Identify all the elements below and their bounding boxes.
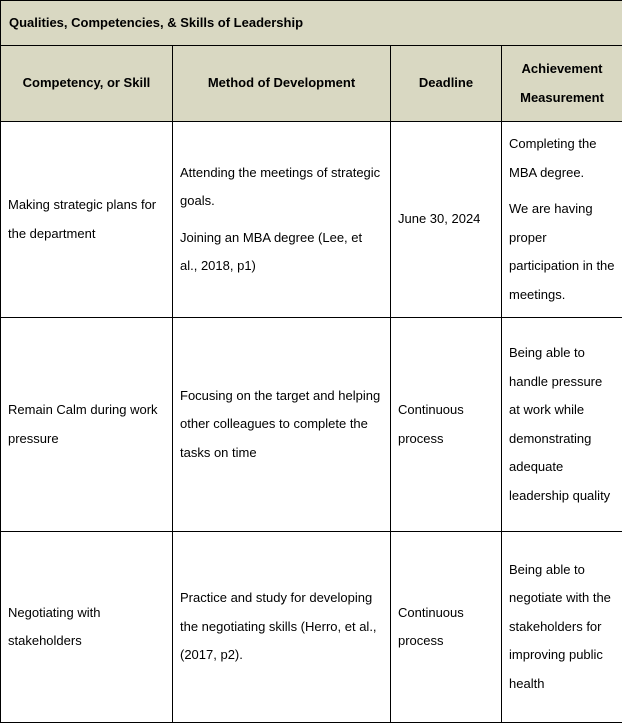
table-row bbox=[1, 318, 622, 532]
competency-cell: Negotiating with stakeholders bbox=[1, 532, 173, 723]
measurement-text: Being able to negotiate with the stakeholders for improving public health bbox=[509, 556, 615, 699]
method-text: Practice and study for developing the negotiating skills (Herro, et al., (2017, p2). bbox=[180, 584, 383, 670]
measurement-text: We are having proper participation in the meetings. bbox=[509, 195, 615, 309]
method-cell bbox=[173, 122, 391, 318]
measurement-cell bbox=[502, 122, 622, 318]
table-row bbox=[1, 532, 622, 723]
competency-cell: Remain Calm during work pressure bbox=[1, 318, 173, 532]
method-text: Joining an MBA degree (Lee, et al., 2018, p1) bbox=[180, 224, 383, 281]
measurement-cell bbox=[502, 532, 622, 723]
measurement-text: Being able to handle pressure at work while demonstrating adequate leadership quality bbox=[509, 339, 615, 510]
header-measurement: Achievement Measurement bbox=[502, 46, 622, 122]
competency-cell: Making strategic plans for the department bbox=[1, 122, 173, 318]
method-text: Focusing on the target and helping other colleagues to complete the tasks on time bbox=[180, 382, 383, 468]
method-text: Attending the meetings of strategic goals. bbox=[180, 159, 383, 216]
header-deadline: Deadline bbox=[391, 46, 502, 122]
table-row bbox=[1, 122, 622, 318]
deadline-cell: Continuous process bbox=[391, 318, 502, 532]
header-competency: Competency, or Skill bbox=[1, 46, 173, 122]
deadline-cell: June 30, 2024 bbox=[391, 122, 502, 318]
measurement-cell bbox=[502, 318, 622, 532]
table-title: Qualities, Competencies, & Skills of Leadership bbox=[1, 1, 622, 46]
measurement-text: Completing the MBA degree. bbox=[509, 130, 615, 187]
header-method: Method of Development bbox=[173, 46, 391, 122]
deadline-cell: Continuous process bbox=[391, 532, 502, 723]
method-cell bbox=[173, 532, 391, 723]
method-cell bbox=[173, 318, 391, 532]
